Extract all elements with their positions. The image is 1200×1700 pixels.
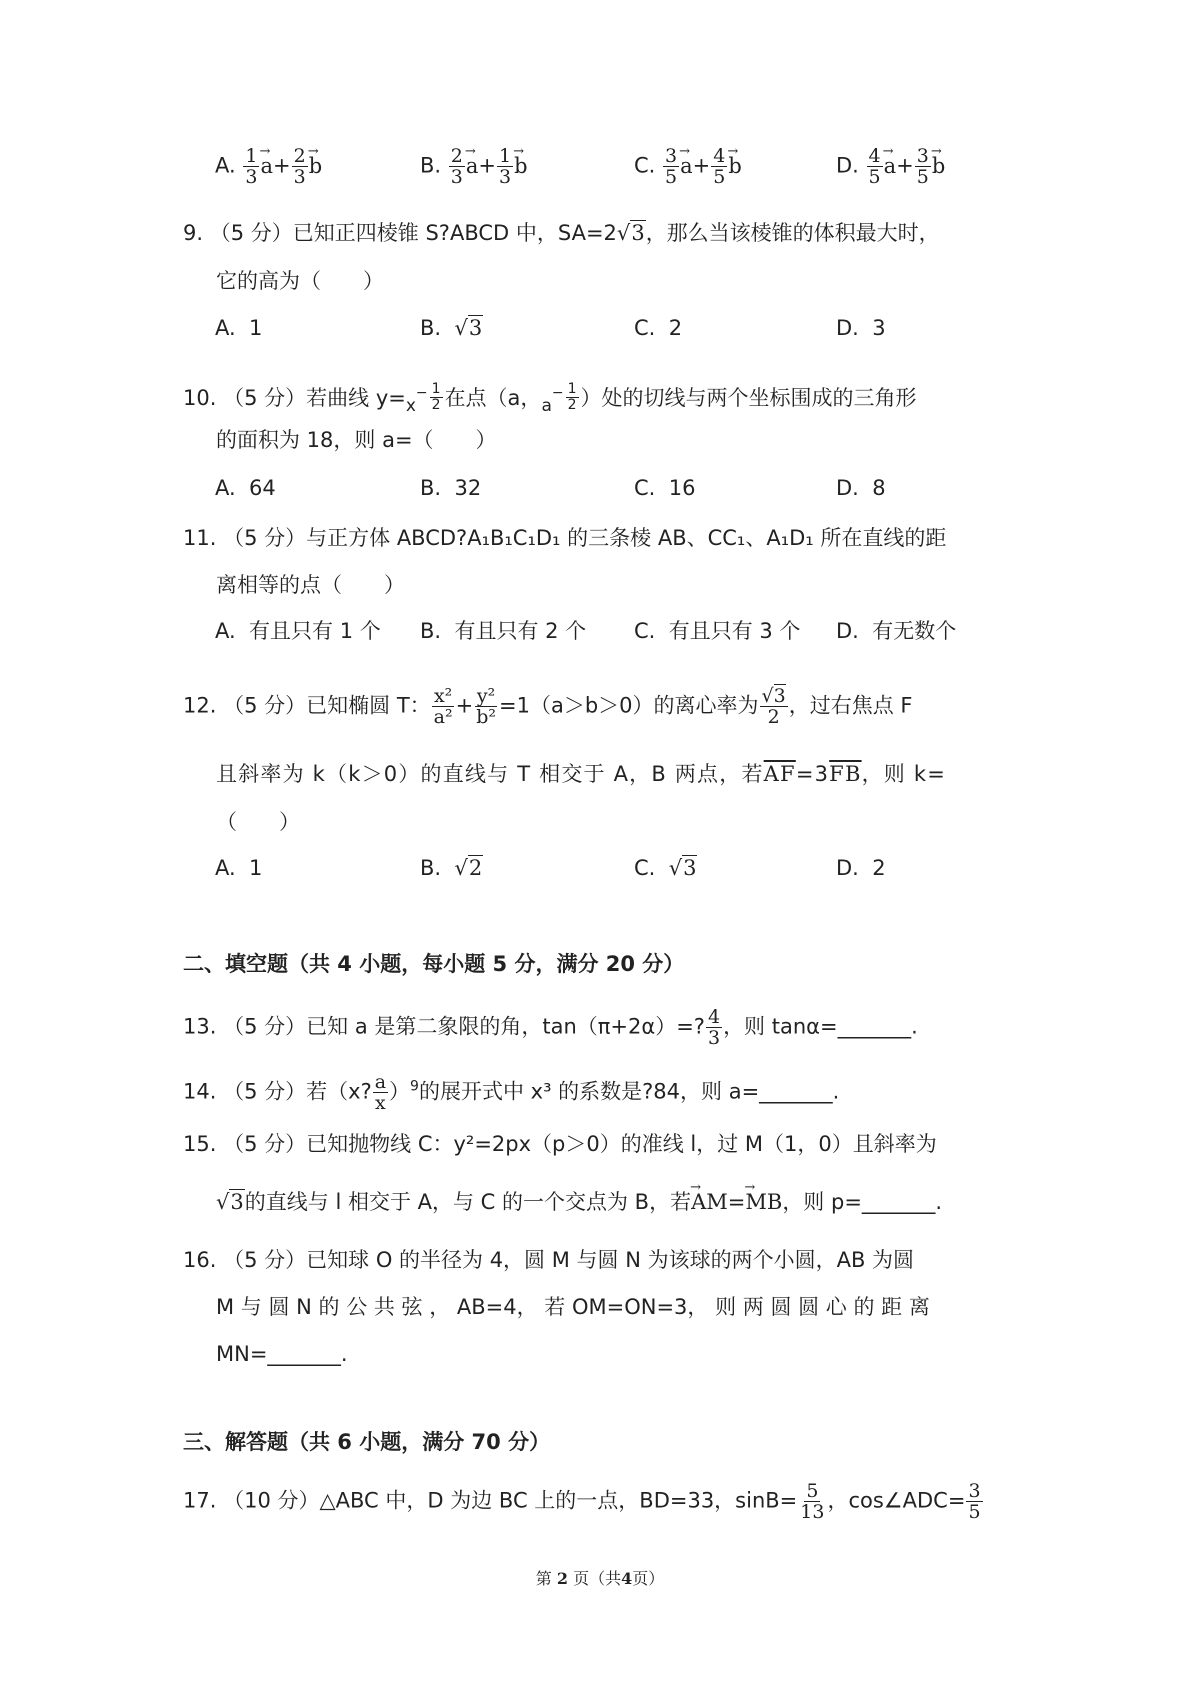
question-17: 17. （10 分）△ABC 中，D 为边 BC 上的一点，BD=33，sinB= $\frac{5}{13}$ ，cos∠ADC= $\frac{3}{5}$	[183, 1480, 981, 1523]
q16-line-3: MN=_______.	[216, 1342, 348, 1366]
question-number: 9.	[183, 221, 204, 245]
fraction: $\frac{1}{3}$	[245, 145, 258, 188]
page-footer: 第 2 页（共4页）	[535, 1569, 665, 1588]
vector-a: → a	[884, 152, 897, 180]
vector-fb: $\overline{FB}$	[829, 762, 862, 786]
q11-option-b: B. 有且只有 2 个	[420, 619, 587, 643]
q11-option-d: D. 有无数个	[836, 619, 957, 643]
question-number: 14.	[183, 1079, 217, 1104]
option-label: D.	[836, 153, 859, 178]
fraction: $\frac{\text{y²}}{\text{b²}}$	[476, 685, 496, 728]
q15-line-1: 15. （5 分）已知抛物线 C：y²=2px（p＞0）的准线 l，过 M（1，0）且斜率为	[183, 1132, 937, 1156]
q10-line-2: 的面积为 18，则 a=（ ）	[216, 428, 497, 452]
q10-option-d: D. 8	[836, 476, 886, 500]
vector-b: → b	[728, 152, 741, 180]
fraction: $\frac{a}{x}$	[374, 1071, 387, 1114]
radical: √3	[668, 856, 697, 880]
question-score: （5 分）	[223, 1248, 307, 1272]
q8-option-c: C. $\frac{3}{5}$ → a+ $\frac{4}{5}$ → b	[634, 146, 742, 187]
section-2-title: 二、填空题（共 4 小题，每小题 5 分，满分 20 分）	[183, 952, 685, 976]
question-score: （5 分）	[223, 693, 307, 718]
question-number: 16.	[183, 1248, 217, 1272]
q11-line-1: 11. （5 分）与正方体 ABCD?A₁B₁C₁D₁ 的三条棱 AB、CC₁、A₁D₁ 所在直线的距	[183, 526, 947, 550]
section-3-title: 三、解答题（共 6 小题，满分 70 分）	[183, 1430, 551, 1454]
q12-line-3: （ ）	[216, 810, 300, 834]
q9-option-d: D. 3	[836, 316, 886, 340]
question-score: （5 分）	[223, 526, 307, 550]
q16-line-2: M 与 圆 N 的 公 共 弦 ， AB=4， 若 OM=ON=3， 则 两 圆 圆 心 的 距 离	[216, 1295, 930, 1319]
fraction: $\frac{5}{13}$	[800, 1480, 825, 1523]
question-number: 13.	[183, 1014, 217, 1039]
fraction: $\frac{3}{5}$	[916, 145, 929, 188]
q8-option-b: B. $\frac{2}{3}$ → a+ $\frac{1}{3}$ → b	[420, 146, 528, 187]
question-14: 14. （5 分）若（x? $\frac{a}{x}$ ）$^9$的展开式中 x³ 的系数是?84，则 a=_______.	[183, 1071, 840, 1114]
question-score: （10 分）	[223, 1488, 320, 1513]
question-number: 11.	[183, 526, 217, 550]
vector-a: → a	[680, 152, 693, 180]
q11-option-a: A. 有且只有 1 个	[215, 619, 381, 643]
fraction: $\frac{4}{5}$	[713, 145, 726, 188]
q12-line-2: 且斜率为 k（k＞0）的直线与 T 相交于 A，B 两点，若$\overline{AF}=3\overline{FB}$，则 k=	[216, 762, 947, 786]
exponent-fraction: $\frac{1}{2}$	[567, 381, 577, 413]
fraction: $\frac{2}{3}$	[450, 145, 463, 188]
q10-option-b: B. 32	[420, 476, 482, 500]
q12-option-d: D. 2	[836, 856, 886, 880]
question-score: （5 分）	[223, 1079, 307, 1104]
q9-option-b: B. √3	[420, 316, 483, 340]
radical: √3	[616, 221, 645, 245]
vector-af: $\overline{AF}$	[763, 762, 796, 786]
vector-mb: → MB	[745, 1188, 782, 1216]
option-label: C.	[634, 153, 656, 178]
fraction: $\frac{1}{3}$	[499, 145, 512, 188]
missing-glyph: ?	[438, 221, 450, 245]
q8-option-a: A. $\frac{1}{3}$ → a+ $\frac{2}{3}$ → b	[215, 146, 322, 187]
vector-am: → AM	[691, 1188, 728, 1216]
fraction: $\frac{3}{5}$	[665, 145, 678, 188]
exponent-fraction: $\frac{1}{2}$	[431, 381, 441, 413]
question-number: 17.	[183, 1488, 217, 1513]
q9-line-1: 9. （5 分）已知正四棱锥 S?ABCD 中，SA=2√3，那么当该棱锥的体积最大时，	[183, 221, 940, 245]
fraction: $\frac{4}{5}$	[868, 145, 881, 188]
question-score: （5 分）	[223, 386, 307, 410]
radical: √3	[761, 685, 786, 707]
total-pages: 4	[621, 1569, 633, 1588]
q12-option-a: A. 1	[215, 856, 263, 880]
radical: √2	[454, 856, 483, 880]
q11-option-c: C. 有且只有 3 个	[634, 619, 801, 643]
option-label: B.	[420, 153, 442, 178]
question-score: （5 分）	[223, 1132, 307, 1156]
q9-line-2: 它的高为（ ）	[216, 269, 384, 293]
q8-option-d: D. $\frac{4}{5}$ → a+ $\frac{3}{5}$ → b	[836, 146, 945, 187]
q11-line-2: 离相等的点（ ）	[216, 573, 405, 597]
q10-option-c: C. 16	[634, 476, 696, 500]
fraction: $\frac{√3}{2}$	[761, 685, 786, 728]
question-number: 10.	[183, 386, 217, 410]
vector-a: → a	[260, 152, 273, 180]
question-score: （5 分）	[209, 221, 293, 245]
vector-b: → b	[932, 152, 945, 180]
q12-option-b: B. √2	[420, 856, 483, 880]
question-score: （5 分）	[223, 1014, 307, 1039]
q15-line-2: √3的直线与 l 相交于 A，与 C 的一个交点为 B，若→ AM=→ MB，则 p=_______.	[216, 1188, 942, 1216]
q16-line-1: 16. （5 分）已知球 O 的半径为 4，圆 M 与圆 N 为该球的两个小圆，AB 为圆	[183, 1248, 915, 1272]
q9-option-c: C. 2	[634, 316, 683, 340]
q10-line-1: 10. （5 分）若曲线 $y=_x^-$ $\frac{1}{2}$ 在点（a，$_a$− $\frac{1}{2}$ ）处的切线与两个坐标围成的三角形	[183, 381, 917, 416]
page-number: 2	[556, 1569, 568, 1588]
question-number: 15.	[183, 1132, 217, 1156]
q12-option-c: C. √3	[634, 856, 697, 880]
radical: √3	[454, 316, 483, 340]
radical: √3	[216, 1190, 244, 1214]
vector-b: → b	[309, 152, 322, 180]
fraction: $\frac{\text{x²}}{\text{a²}}$	[433, 685, 453, 728]
q12-line-1: 12. （5 分）已知椭圆 T： $\frac{\text{x²}}{\text{a²}}$ + $\frac{\text{y²}}{\text{b²}}$ =1（a＞b＞0）的离心率为 $\frac{√3}{2}$ ，过右焦点 F	[183, 685, 913, 728]
option-label: A.	[215, 153, 236, 178]
vector-b: → b	[514, 152, 527, 180]
fraction: $\frac{4}{3}$	[707, 1006, 721, 1049]
q9-option-a: A. 1	[215, 316, 263, 340]
question-number: 12.	[183, 693, 217, 718]
fraction: $\frac{3}{5}$	[968, 1480, 981, 1523]
vector-a: → a	[466, 152, 479, 180]
question-13: 13. （5 分）已知 a 是第二象限的角，tan（π+2α）=? $\frac{4}{3}$ ，则 tanα=_______.	[183, 1006, 918, 1049]
fraction: $\frac{2}{3}$	[293, 145, 306, 188]
q10-option-a: A. 64	[215, 476, 276, 500]
